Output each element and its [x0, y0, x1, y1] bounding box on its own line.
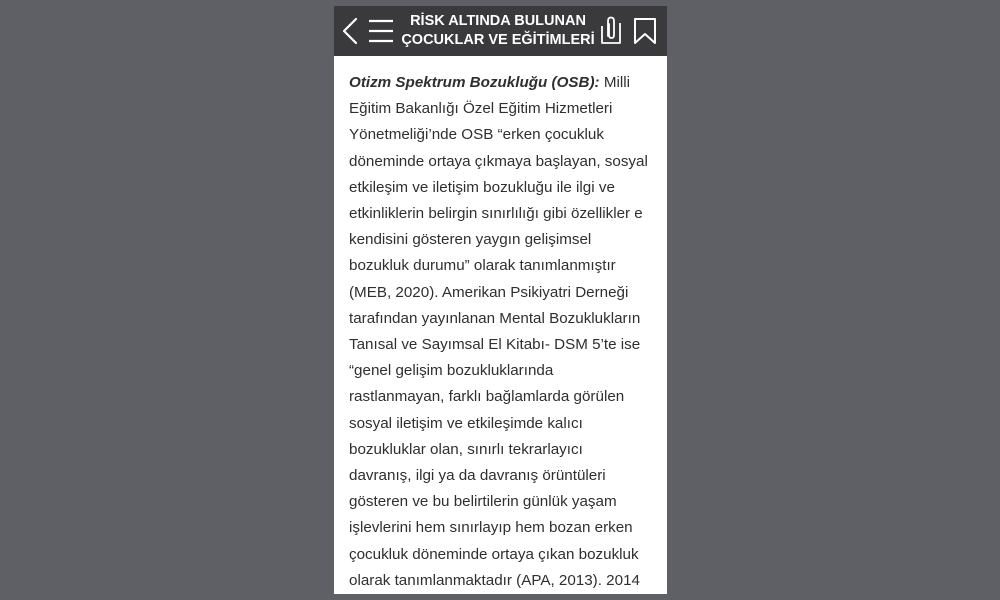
first-line: [349, 70, 654, 96]
text-line: gösteren ve bu belirtilerin günlük yaşam: [349, 493, 617, 511]
text-line: rastlanmayan, farklı bağlamlarda görülen: [349, 388, 625, 406]
term-heading: Otizm Spektrum Bozukluğu (OSB):: [349, 74, 600, 91]
text-line: Eğitim Bakanlığı Özel Eğitim Hizmetleri: [349, 100, 613, 118]
book-title: [398, 12, 598, 50]
book-title-line-2: ÇOCUKLAR VE EĞİTİMLERİ: [401, 32, 595, 48]
paperclip-icon[interactable]: [600, 16, 622, 46]
text-line: işlevlerini hem sınırlayıp hem bozan erken: [349, 519, 633, 537]
text-line: etkileşim ve iletişim bozukluğu ile ilgi ve: [349, 178, 615, 196]
text-line: Tanısal ve Sayımsal El Kitabı- DSM 5’te ise: [349, 336, 641, 354]
text-line: bozukluklar olan, sınırlı tekrarlayıcı: [349, 440, 583, 458]
text-line: etkinliklerin belirgin sınırlılığı gibi özellikler e: [349, 205, 643, 223]
text-line: (MEB, 2020). Amerikan Psikiyatri Derneği: [349, 283, 629, 301]
top-bar: [334, 6, 667, 56]
text-line: “genel gelişim bozukluklarında: [349, 362, 554, 380]
text-line: çocukluk döneminde ortaya çıkan bozukluk: [349, 545, 639, 563]
text-line: Yönetmeliği’nde OSB “erken çocukluk: [349, 126, 604, 144]
text-line: olarak tanımlanmaktadır (APA, 2013). 2014: [349, 571, 640, 589]
text-line: davranış, ilgi ya da davranış örüntüleri: [349, 467, 606, 485]
back-icon[interactable]: [342, 17, 358, 45]
text-line: sosyal iletişim ve etkileşimde kalıcı: [349, 414, 583, 432]
bookmark-icon[interactable]: [633, 17, 657, 45]
text-line: bozukluk durumu” olarak tanımlanmıştır: [349, 257, 616, 275]
book-title-line-1: RİSK ALTINDA BULUNAN: [410, 13, 586, 29]
text-line: kendisini gösteren yaygın gelişimsel: [349, 231, 592, 249]
menu-icon[interactable]: [368, 18, 394, 44]
text-line: Milli: [599, 74, 630, 91]
text-line: tarafından yayınlanan Mental Bozuklukların: [349, 309, 641, 327]
text-line: döneminde ortaya çıkmaya başlayan, sosyal: [349, 152, 648, 170]
reader-screen: [334, 6, 667, 594]
article-body: [349, 70, 654, 594]
